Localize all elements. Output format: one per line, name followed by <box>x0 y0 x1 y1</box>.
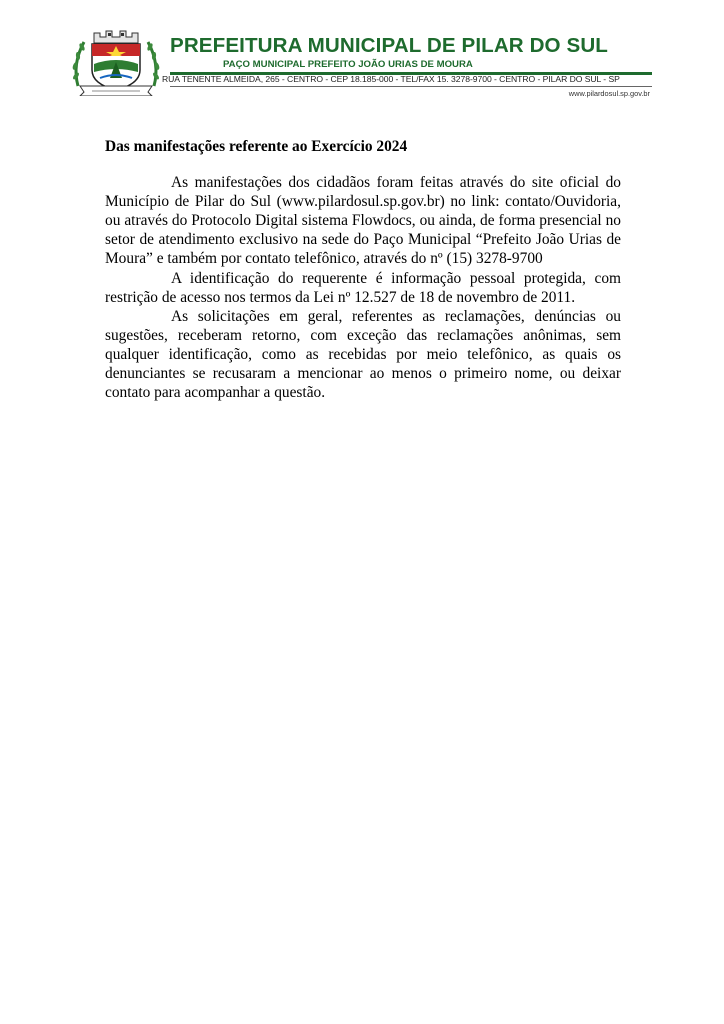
municipality-title: PREFEITURA MUNICIPAL DE PILAR DO SUL <box>170 34 608 57</box>
letterhead <box>70 28 654 98</box>
address-divider <box>170 86 652 87</box>
coat-of-arms-icon <box>70 28 162 96</box>
paragraph: A identificação do requerente é informação pessoal protegida, com restrição de acesso nos termos da Lei nº 12.527 de 18 de novembro de 2011. <box>105 269 621 306</box>
paragraph: As manifestações dos cidadãos foram feitas através do site oficial do Município de Pilar do Sul (www.pilardosul.sp.gov.br) no link: contato/Ouvidoria, ou através do Protocolo Digital sistema Flowdocs, ou ainda, de forma presencial no setor de atendimento exclusivo na sede do Paço Municipal “Prefeito João Urias de Moura” e também por contato telefônico, através do nº (15) 3278-9700 <box>105 174 621 268</box>
address-line: RUA TENENTE ALMEIDA, 265 - CENTRO - CEP 18.185-000 - TEL/FAX 15. 3278-9700 - CENTRO - PILAR DO SUL - SP <box>162 74 620 84</box>
document-heading: Das manifestações referente ao Exercício 2024 <box>105 138 408 155</box>
paragraph: As solicitações em geral, referentes as reclamações, denúncias ou sugestões, receberam retorno, com exceção das reclamações anônimas, sem qualquer identificação, como as recebidas por meio telefônico, as quais os denunciantes se recusaram a mencionar ao menos o primeiro nome, ou deixar contato para acompanhar a questão. <box>105 307 621 402</box>
building-subtitle: PAÇO MUNICIPAL PREFEITO JOÃO URIAS DE MOURA <box>223 59 473 70</box>
document-body <box>105 137 621 402</box>
website-link[interactable]: www.pilardosul.sp.gov.br <box>568 89 650 98</box>
